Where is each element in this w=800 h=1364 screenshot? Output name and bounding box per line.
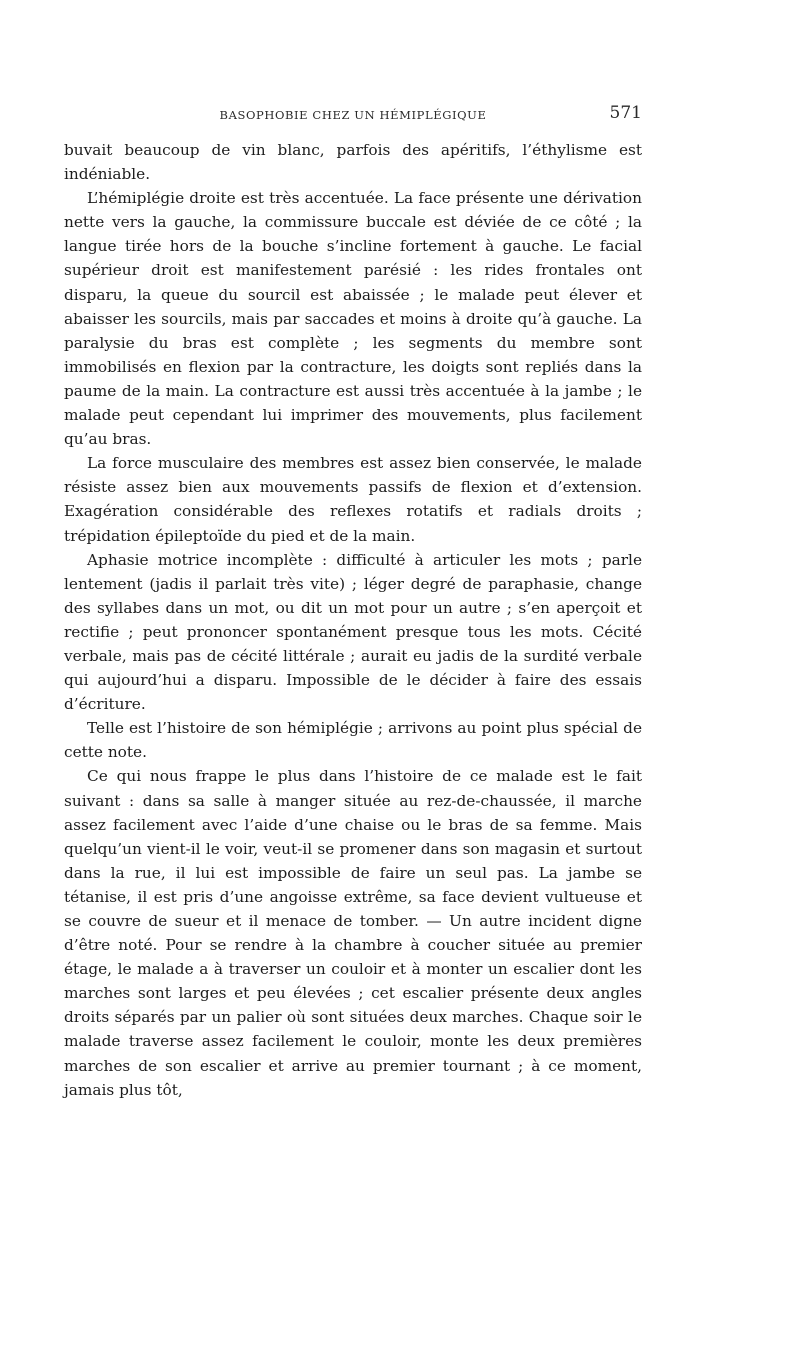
paragraph-aphasia: Aphasie motrice incomplète : difficulté à articuler les mots ; parle lentement (jadis il parlait très vite) ; léger degré de paraphasie, change des syllabes dans un mot, ou dit un mot pour un autre ; s’en aperçoit et rectifie ; peut prononcer spontanément presque tous les mots. Cécité verbale, mais pas de cécité littérale ; aurait eu jadis de la surdité verbale qui aujourd’hui a disparu. Impossible de le décider à faire des essais d’écriture. [64, 550, 642, 714]
paragraph-muscle-force: La force musculaire des membres est assez bien conservée, le malade résiste assez bien aux mouvements passifs de flexion et d’extension. Exagération considérable des reflexes rotatifs et radials droits ; trépidation épileptoïde du pied et de la main. [64, 454, 642, 545]
running-title: BASOPHOBIE CHEZ UN HÉMIPLÉGIQUE [219, 108, 487, 122]
paragraph-continuation: buvait beaucoup de vin blanc, parfois des apéritifs, l’éthylisme est indéniable. [64, 141, 642, 184]
paragraph-observation: Ce qui nous frappe le plus dans l’histoire de ce malade est le fait suivant : dans sa salle à manger située au rez-de-chaussée, il marche assez facilement avec l’aide d’une chaise ou le bras de sa femme. Mais quelqu’un vient-il le voir, veut-il se promener dans son magasin et surtout dans la rue, il lui est impossible de faire un seul pas. La jambe se tétanise, il est pris d’une angoisse extrême, sa face devient vultueuse et se couvre de sueur et il menace de tomber. — Un autre incident digne d’être noté. Pour se rendre à la chambre à coucher située au premier étage, le malade a à traverser un couloir et à monter un escalier dont les marches sont larges et peu élevées ; cet escalier présente deux angles droits séparés par un palier où sont situées deux marches. Chaque soir le malade traverse assez facilement le couloir, monte les deux premières marches de son escalier et arrive au premier tournant ; à ce moment, jamais plus tôt, [64, 767, 642, 1099]
paragraph-hemiplegia: L’hémiplégie droite est très accentuée. La face présente une dérivation nette vers la gauche, la commissure buccale est déviée de ce côté ; la langue tirée hors de la bouche s’incline fortement à gauche. Le facial supérieur droit est manifestement parésié : les rides frontales ont disparu, la queue du sourcil est abaissée ; le malade peut élever et abaisser les sourcils, mais par saccades et moins à droite qu’à gauche. La paralysie du bras est complète ; les segments du membre sont immobilisés en flexion par la contracture, les doigts sont repliés dans la paume de la main. La contracture est aussi très accentuée à la jambe ; le malade peut cependant lui imprimer des mouvements, plus facilement qu’au bras. [64, 189, 642, 449]
body-text [64, 138, 642, 1102]
page-number: 571 [609, 103, 642, 123]
running-head [64, 98, 642, 138]
book-page [64, 98, 642, 1338]
paragraph-transition: Telle est l’histoire de son hémiplégie ; arrivons au point plus spécial de cette note. [64, 719, 642, 762]
